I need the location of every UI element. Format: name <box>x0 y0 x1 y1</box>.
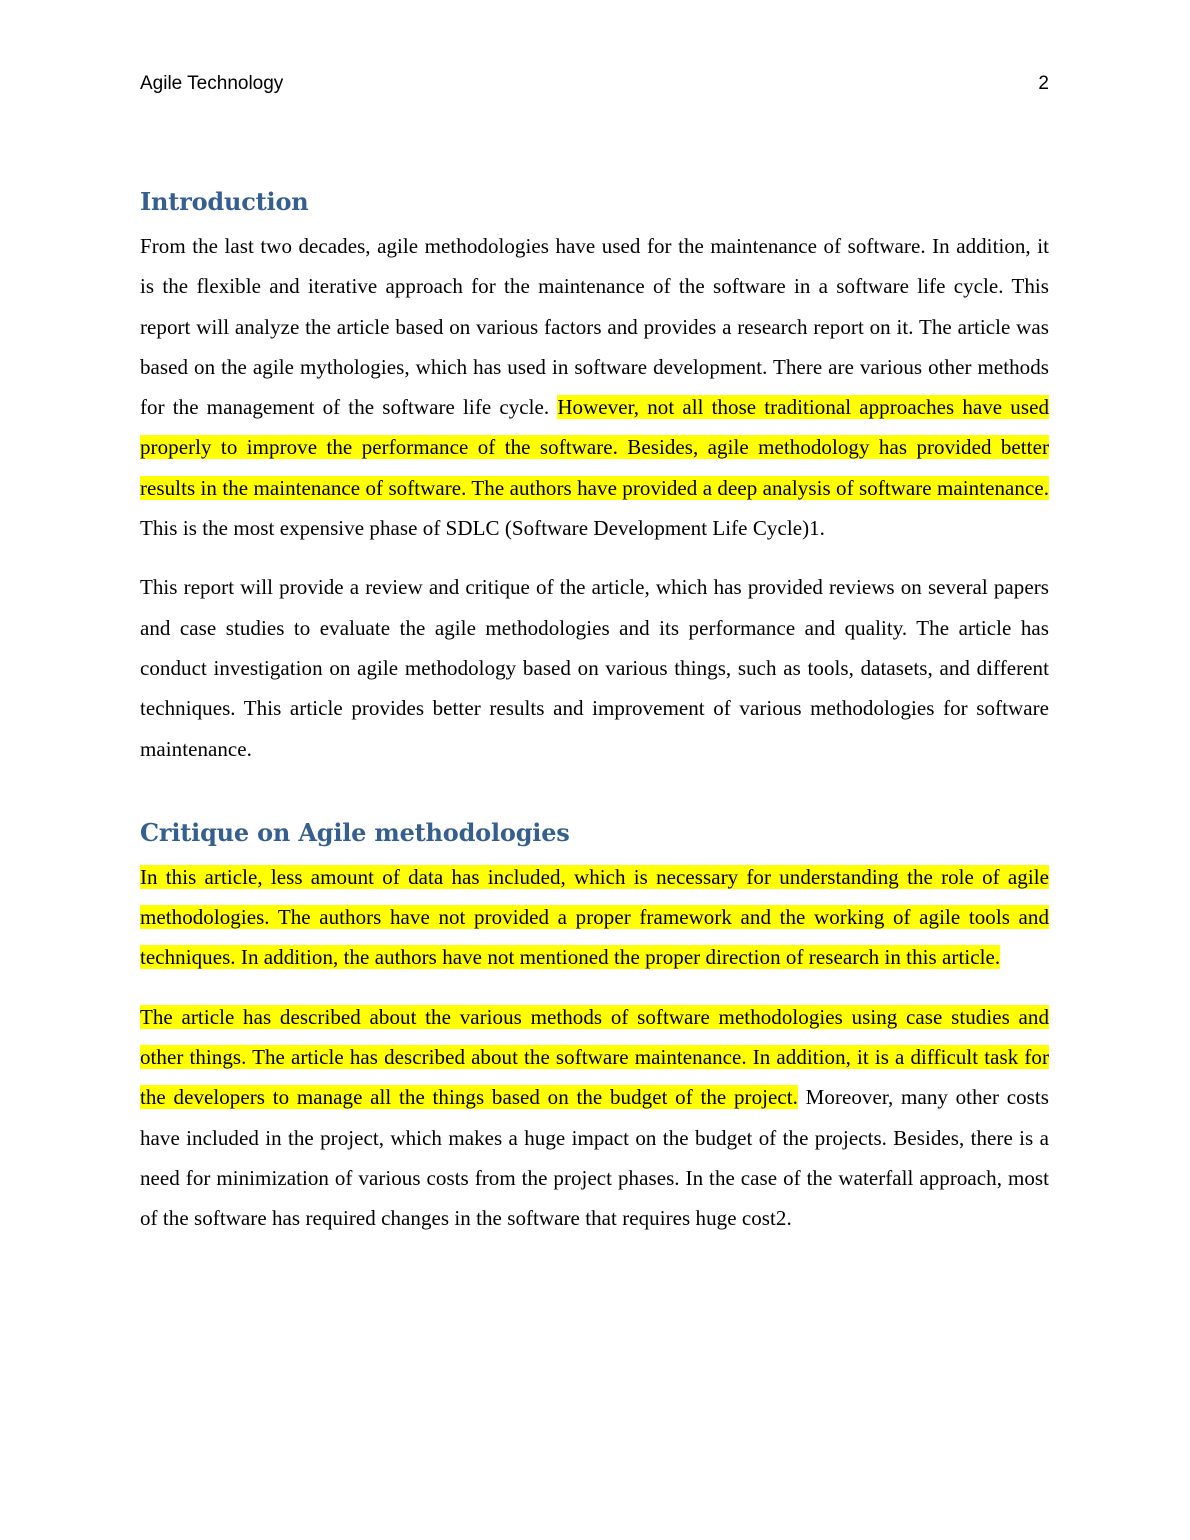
text-run: This is the most expensive phase of SDLC (Software Development Life Cycle)1. <box>140 516 825 541</box>
document-body <box>140 182 1049 1258</box>
paragraph-introduction-2 <box>140 567 1049 768</box>
highlighted-text-run: The article has described about the various methods of software methodologies using case studies and other things. The article has described about the software maintenance. In addition, it is a difficult task for the developers to manage all the things based on the budget of the project. <box>140 1004 1049 1110</box>
highlighted-text-run: In this article, less amount of data has included, which is necessary for understanding the role of agile methodologies. The authors have not provided a proper framework and the working of agile tools and techniques. In addition, the authors have not mentioned the proper direction of research in this article. <box>140 864 1049 970</box>
page-number: 2 <box>1038 73 1049 94</box>
document-title: Agile Technology <box>140 73 284 94</box>
section-heading-introduction: Introduction <box>140 187 309 216</box>
text-run: This report will provide a review and critique of the article, which has provided reviews on several papers and case studies to evaluate the agile methodologies and its performance and quality. The article has conduct investigation on agile methodology based on various things, such as tools, datasets, and different techniques. This article provides better results and improvement of various methodologies for software maintenance. <box>140 575 1049 761</box>
running-header <box>140 71 1049 97</box>
paragraph-critique-1 <box>140 857 1049 978</box>
text-run: From the last two decades, agile methodologies have used for the maintenance of software. In addition, it is the flexible and iterative approach for the maintenance of the software in a software life cycle. This report will analyze the article based on various factors and provides a research report on it. The article was based on the agile mythologies, which has used in software development. There are various other methods for the management of the software life cycle. <box>140 234 1049 420</box>
paragraph-critique-2 <box>140 997 1049 1239</box>
text-run: Moreover, many other costs have included in the project, which makes a huge impact on the budget of the projects. Besides, there is a need for minimization of various costs from the project phases. In the case of the waterfall approach, most of the software has required changes in the software that requires huge cost2. <box>140 1085 1049 1231</box>
paragraph-introduction-1 <box>140 226 1049 548</box>
highlighted-text-run: However, not all those traditional approaches have used properly to improve the performance of the software. Besides, agile methodology has provided better results in the maintenance of software. The authors have provided a deep analysis of software maintenance. <box>140 395 1049 500</box>
section-heading-critique: Critique on Agile methodologies <box>140 817 570 847</box>
